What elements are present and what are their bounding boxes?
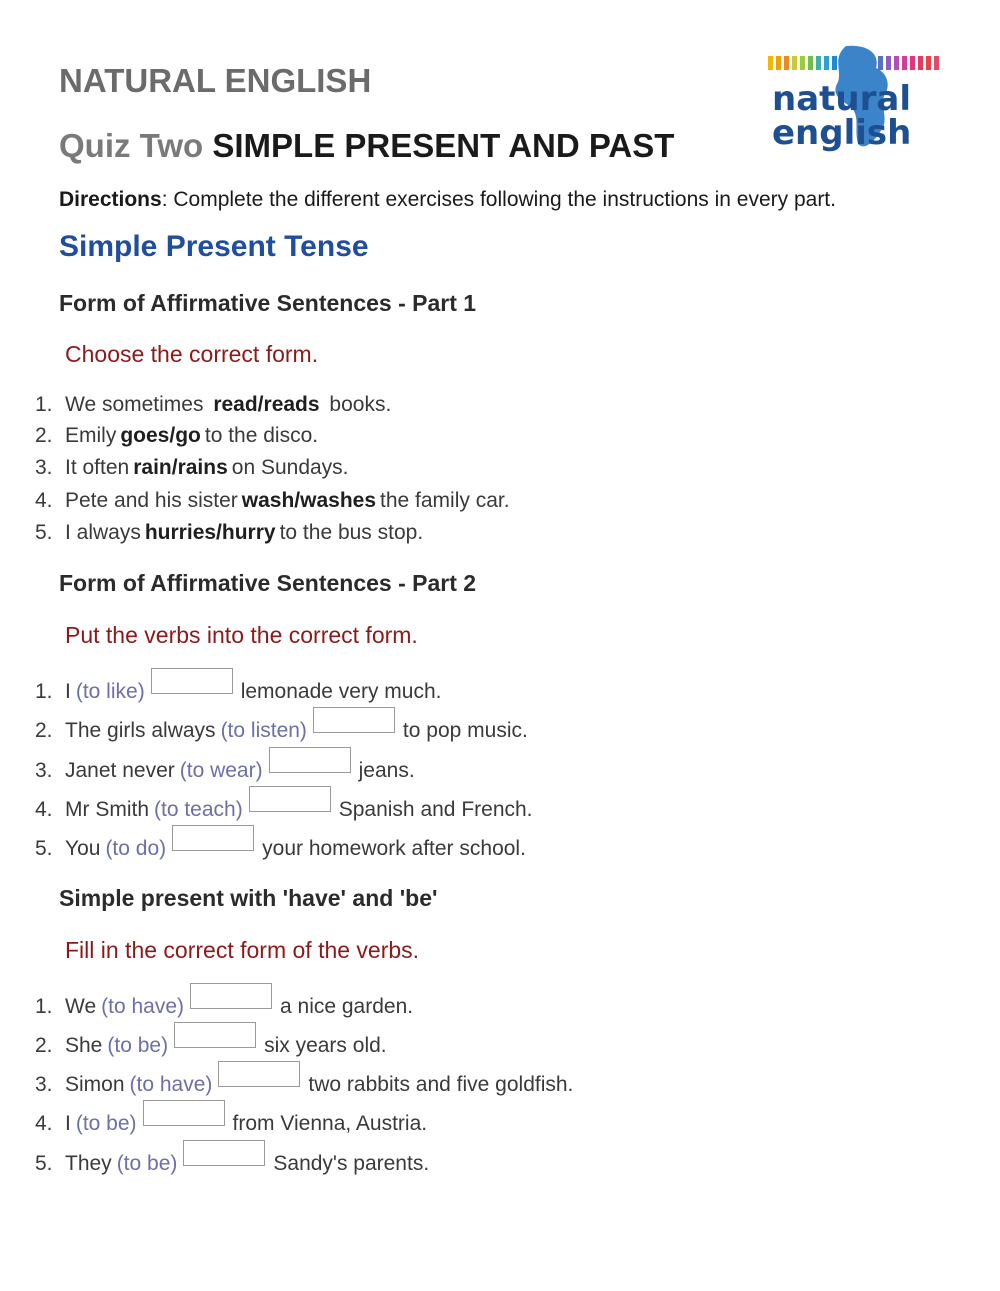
answer-input[interactable] [151,668,233,694]
verb-hint: (to like) [75,680,145,703]
quiz-topic: SIMPLE PRESENT AND PAST [212,127,675,164]
list-item [35,485,510,513]
item-text: I always [65,521,141,544]
part2-title: Form of Affirmative Sentences - Part 2 [59,570,477,596]
item-text: lemonade very much. [240,680,442,703]
item-text: It often [65,456,130,479]
choice-options[interactable]: read/reads [213,393,320,416]
item-text: jeans. [358,759,415,782]
item-text: to the disco. [204,424,319,447]
item-text: You [65,837,101,860]
item-number: 3. [35,456,53,479]
item-number: 2. [35,719,53,742]
answer-input[interactable] [249,786,331,812]
verb-hint: (to listen) [220,719,307,742]
item-text: from Vienna, Austria. [232,1112,428,1135]
verb-hint: (to be) [107,1034,169,1057]
item-text: on Sundays. [231,456,349,479]
verb-hint: (to be) [75,1112,137,1135]
choice-options[interactable]: hurries/hurry [144,521,276,544]
verb-hint: (to do) [105,837,167,860]
list-item [35,833,526,861]
section-title: Simple Present Tense [59,230,369,263]
logo-word-english: english [772,113,912,153]
item-number: 2. [35,1034,53,1057]
verb-hint: (to wear) [179,759,263,782]
answer-input[interactable] [172,825,254,851]
directions [59,188,836,212]
item-text: The girls always [65,719,216,742]
item-number: 1. [35,393,53,416]
part3-title: Simple present with 'have' and 'be' [59,885,438,911]
list-item [35,794,533,822]
list-item [35,676,441,704]
answer-input[interactable] [183,1140,265,1166]
list-item [35,715,528,743]
item-text: Janet never [65,759,175,782]
verb-hint: (to have) [101,995,184,1018]
item-text: Pete and his sister [65,489,238,512]
list-item [35,1148,429,1176]
verb-hint: (to teach) [154,798,243,821]
choice-options[interactable]: goes/go [120,424,201,447]
item-text: I [65,680,71,703]
item-text: six years old. [264,1034,387,1057]
item-number: 3. [35,759,53,782]
item-number: 5. [35,837,53,860]
list-item [35,1030,387,1058]
answer-input[interactable] [313,707,395,733]
list-item [35,991,413,1019]
answer-input[interactable] [269,747,351,773]
item-text: Emily [65,424,117,447]
answer-input[interactable] [190,983,272,1009]
part2-instruction: Put the verbs into the correct form. [65,622,418,648]
item-text: to pop music. [402,719,528,742]
list-item [35,1108,427,1136]
part1-title: Form of Affirmative Sentences - Part 1 [59,290,477,316]
item-text: two rabbits and five goldfish. [308,1073,574,1096]
item-text: They [65,1152,112,1175]
quiz-title [59,127,674,165]
logo-graphic [768,44,946,154]
item-text: I [65,1112,71,1135]
natural-english-logo [768,44,946,154]
part1-instruction: Choose the correct form. [65,341,319,367]
answer-input[interactable] [218,1061,300,1087]
list-item [35,755,415,783]
item-number: 4. [35,1112,53,1135]
quiz-prefix: Quiz Two [59,127,204,164]
answer-input[interactable] [174,1022,256,1048]
choice-options[interactable]: rain/rains [133,456,228,479]
verb-hint: (to be) [116,1152,178,1175]
item-number: 4. [35,489,53,512]
item-text: Mr Smith [65,798,149,821]
verb-hint: (to have) [129,1073,213,1096]
item-text: to the bus stop. [279,521,424,544]
item-number: 1. [35,995,53,1018]
item-text: Sandy's parents. [273,1152,430,1175]
item-text: We [65,995,97,1018]
list-item [35,420,318,448]
item-text: Spanish and French. [338,798,533,821]
item-text: She [65,1034,103,1057]
list-item [35,452,349,480]
item-number: 5. [35,521,53,544]
item-number: 4. [35,798,53,821]
item-number: 2. [35,424,53,447]
item-number: 3. [35,1073,53,1096]
directions-label: Directions [59,188,162,211]
item-text: We sometimes [65,393,204,416]
item-text: books. [329,393,392,416]
list-item [35,1069,573,1097]
logo-word-natural: natural [772,79,911,119]
item-number: 1. [35,680,53,703]
item-text: a nice garden. [280,995,414,1018]
list-item [35,389,391,417]
directions-text: : Complete the different exercises following the instructions in every part. [161,188,836,211]
choice-options[interactable]: wash/washes [241,489,376,512]
item-text: Simon [65,1073,125,1096]
list-item [35,517,423,545]
item-text: the family car. [380,489,510,512]
item-number: 5. [35,1152,53,1175]
part3-instruction: Fill in the correct form of the verbs. [65,937,420,963]
org-title: NATURAL ENGLISH [59,62,372,99]
answer-input[interactable] [143,1100,225,1126]
item-text: your homework after school. [262,837,526,860]
